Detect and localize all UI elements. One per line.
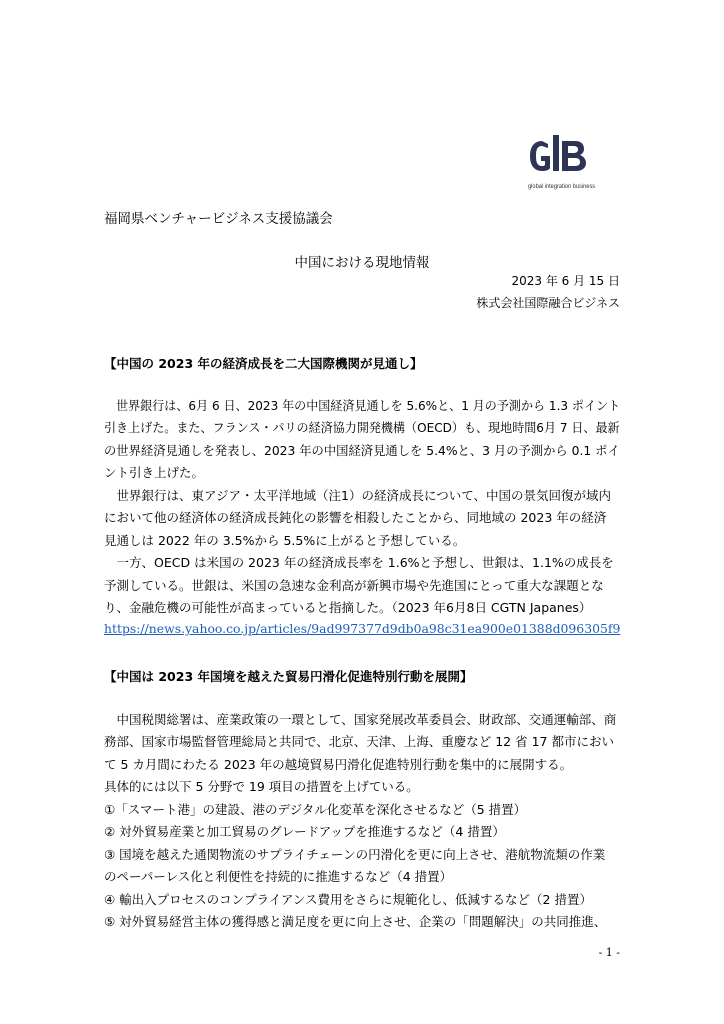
- list-item: ⑤ 対外貿易経営主体の獲得感と満足度を更に向上させ、企業の「問題解決」の共同推進、: [104, 914, 607, 929]
- paragraph-line: 一方、OECD は米国の 2023 年の経済成長率を 1.6%と予想し、世銀は、1.1%の成長を: [104, 555, 614, 570]
- paragraph-line: 予測している。世銀は、米国の急速な金利高が新興市場や先進国にとって重大な課題とな: [104, 578, 604, 593]
- paragraph-line: 具体的には以下 5 分野で 19 項目の措置を上げている。: [104, 779, 419, 794]
- source-link-row: [104, 621, 620, 636]
- paragraph-line: 務部、国家市場監督管理総局と共同で、北京、天津、上海、重慶など 12 省 17 都市におい: [104, 734, 614, 749]
- paragraph-line: 世界銀行は、6月 6 日、2023 年の中国経済見通しを 5.6%と、1 月の予測から 1.3 ポイント: [104, 398, 621, 413]
- list-item: ② 対外貿易産業と加工貿易のグレードアップを推進するなど（4 措置）: [104, 824, 505, 839]
- list-item-continuation: のペーパーレス化と利便性を持続的に推進するなど（4 措置）: [104, 869, 453, 884]
- paragraph-line: の世界経済見通しを発表し、2023 年の中国経済見通しを 5.4%と、3 月の予測から 0.1 ポイ: [104, 443, 620, 458]
- paragraph-line: 中国税関総署は、産業政策の一環として、国家発展改革委員会、財政部、交通運輸部、商: [104, 712, 617, 727]
- paragraph-line: 見通しは 2022 年の 3.5%から 5.5%に上がると予想している。: [104, 533, 466, 548]
- paragraph-line: 世界銀行は、東アジア・太平洋地域（注1）の経済成長について、中国の景気回復が域内: [104, 488, 611, 503]
- list-item: ①「スマート港」の建設、港のデジタル化変革を深化させるなど（5 措置）: [104, 802, 527, 817]
- source-link[interactable]: https://news.yahoo.co.jp/articles/9ad997377d9db0a98c31ea900e01388d096305f9: [104, 621, 621, 636]
- section-heading-china-growth: 【中国の 2023 年の経済成長を二大国際機関が見通し】: [104, 356, 423, 371]
- list-item: ③ 国境を越えた通関物流のサプライチェーンの円滑化を更に向上させ、港航物流類の作業: [104, 847, 606, 862]
- section-heading-trade-facilitation: 【中国は 2023 年国境を越えた貿易円滑化促進特別行動を展開】: [104, 669, 473, 684]
- document-title: 中国における現地情報: [294, 255, 430, 271]
- addressee: 福岡県ベンチャービジネス支援協議会: [104, 211, 333, 227]
- list-item: ④ 輸出入プロセスのコンプライアンス費用をさらに規範化し、低減するなど（2 措置）: [104, 892, 592, 907]
- paragraph-line: 引き上げた。また、フランス・パリの経済協力開発機構（OECD）も、現地時間6月 7 日、最新: [104, 420, 620, 435]
- company-logo: [528, 132, 628, 192]
- page-number: - 1 -: [598, 946, 620, 959]
- paragraph-line: において他の経済体の経済成長鈍化の影響を相殺したことから、同地域の 2023 年の経済: [104, 510, 607, 525]
- paragraph-line: ント引き上げた。: [104, 465, 205, 480]
- paragraph-line: て 5 カ月間にわたる 2023 年の越境貿易円滑化促進特別行動を集中的に展開する。: [104, 757, 573, 772]
- document-date: 2023 年 6 月 15 日: [511, 274, 620, 288]
- paragraph-line: り、金融危機の可能性が高まっていると指摘した。（2023 年6月8日 CGTN Japanes）: [104, 600, 592, 615]
- issuer-company: 株式会社国際融合ビジネス: [476, 296, 620, 310]
- gib-logo-mark: [528, 132, 590, 180]
- logo-tagline: global integration business: [528, 183, 596, 190]
